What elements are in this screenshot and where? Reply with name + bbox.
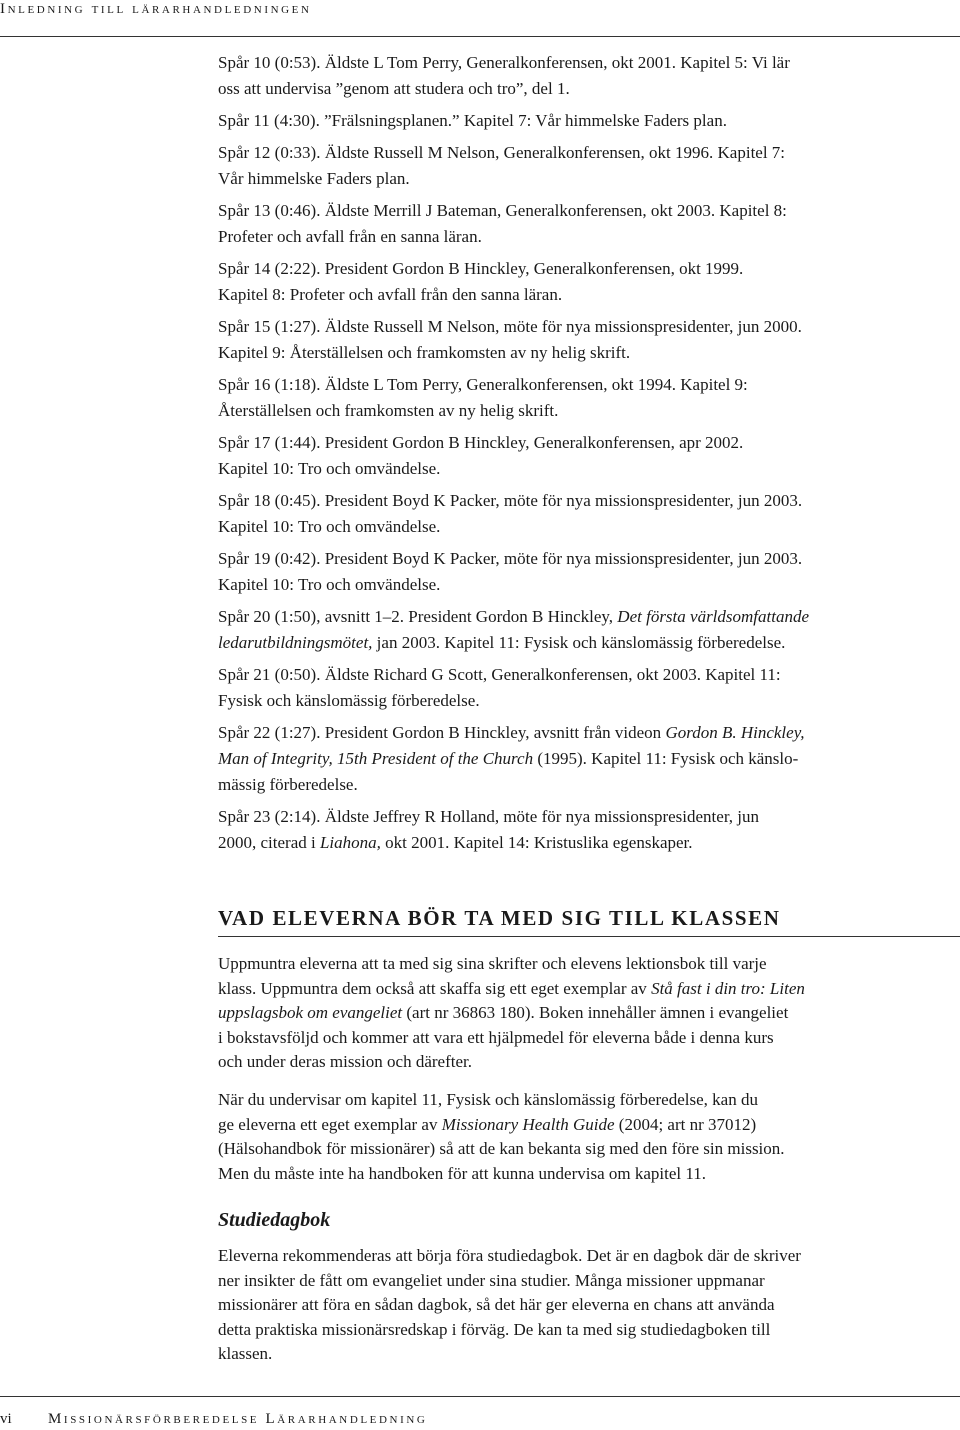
section-body bbox=[218, 952, 960, 1199]
section-heading bbox=[218, 904, 960, 937]
section-title: VAD ELEVERNA BÖR TA MED SIG TILL KLASSEN bbox=[218, 906, 781, 930]
track-entry: Spår 15 (1:27). Äldste Russell M Nelson, möte för nya missionspresidenter, jun 2000. Kapitel 9: Återställelsen och framkomsten av ny helig skrift. bbox=[218, 317, 802, 362]
paragraph: Eleverna rekommenderas att börja föra studiedagbok. Det är en dagbok där de skriver ner insikter de fått om evangeliet under sina studier. Många missioner uppmanar missionärer att föra en sådan dagbok, så det här ger eleverna en chans att använda detta praktiska missionärsredskap i förväg. De kan ta med sig studiedagboken till klassen. bbox=[218, 1246, 801, 1364]
track-list bbox=[218, 50, 958, 862]
track-entry: Spår 17 (1:44). President Gordon B Hinckley, Generalkonferensen, apr 2002. Kapitel 10: Tro och omvändelse. bbox=[218, 433, 744, 478]
track-entry: Spår 16 (1:18). Äldste L Tom Perry, Generalkonferensen, okt 1994. Kapitel 9: Återställelsen och framkomsten av ny helig skrift. bbox=[218, 375, 748, 420]
book-title: Missionärsförberedelse Lärarhandledning bbox=[48, 1411, 428, 1427]
running-header bbox=[0, 0, 960, 37]
subsection-title: Studiedagbok bbox=[218, 1209, 331, 1231]
page-number: vi bbox=[0, 1411, 12, 1427]
track-entry: Spår 18 (0:45). President Boyd K Packer, möte för nya missionspresidenter, jun 2003. Kapitel 10: Tro och omvändelse. bbox=[218, 491, 803, 536]
track-entry-21: Spår 21 (0:50). Äldste Richard G Scott, Generalkonferensen, okt 2003. Kapitel 11: Fysisk och känslomässig förberedelse. bbox=[218, 665, 781, 710]
subsection-body bbox=[218, 1244, 960, 1367]
track-entry: Spår 10 (0:53). Äldste L Tom Perry, Generalkonferensen, okt 2001. Kapitel 5: Vi lär oss att undervisa ”genom att studera och tro”, del 1. bbox=[218, 53, 790, 98]
track-entry: Spår 14 (2:22). President Gordon B Hinckley, Generalkonferensen, okt 1999. Kapitel 8: Profeter och avfall från den sanna läran. bbox=[218, 259, 744, 304]
running-title: Inledning till lärarhandledningen bbox=[0, 1, 312, 17]
track-entry-23: Spår 23 (2:14). Äldste Jeffrey R Holland, möte för nya missionspresidenter, jun 2000, citerad i Liahona, okt 2001. Kapitel 14: Kristuslika egenskaper. bbox=[218, 807, 760, 852]
track-entry: Spår 11 (4:30). ”Frälsningsplanen.” Kapitel 7: Vår himmelske Faders plan. bbox=[218, 111, 727, 130]
track-entry: Spår 12 (0:33). Äldste Russell M Nelson, Generalkonferensen, okt 1996. Kapitel 7: Vår himmelske Faders plan. bbox=[218, 143, 786, 188]
footer-rule bbox=[0, 1396, 960, 1397]
paragraph: När du undervisar om kapitel 11, Fysisk och känslomässig förberedelse, kan du ge eleverna ett eget exemplar av Missionary Health Guide (2004; art nr 37012) (Hälsohandbok för missionärer) så att de kan bekanta sig med den före sin mission. Men du måste inte ha handboken för att kunna undervisa om kapitel 11. bbox=[218, 1089, 785, 1183]
paragraph: Uppmuntra eleverna att ta med sig sina skrifter och elevens lektionsbok till varje klass. Uppmuntra dem också att skaffa sig ett eget exemplar av Stå fast i din tro: Liten uppslagsbok om evangeliet (art nr 36863 180). Boken innehåller ämnen i evangeliet i bokstavsföljd och kommer att vara ett hjälpmedel för eleverna både i denna kurs och under deras mission och därefter. bbox=[218, 954, 805, 1072]
track-entry: Spår 13 (0:46). Äldste Merrill J Bateman, Generalkonferensen, okt 2003. Kapitel 8: Profeter och avfall från en sanna läran. bbox=[218, 201, 787, 246]
track-entry-20: Spår 20 (1:50), avsnitt 1–2. President Gordon B Hinckley, Det första världsomfattande ledarutbildningsmötet, jan 2003. Kapitel 11: Fysisk och känslomässig förberedelse. bbox=[218, 607, 810, 652]
track-entry: Spår 19 (0:42). President Boyd K Packer, möte för nya missionspresidenter, jun 2003. Kapitel 10: Tro och omvändelse. bbox=[218, 549, 803, 594]
track-entry-22: Spår 22 (1:27). President Gordon B Hinckley, avsnitt från videon Gordon B. Hinckley, Man of Integrity, 15th President of the Church (1995). Kapitel 11: Fysisk och känslo- mässig förberedelse. bbox=[218, 723, 805, 794]
